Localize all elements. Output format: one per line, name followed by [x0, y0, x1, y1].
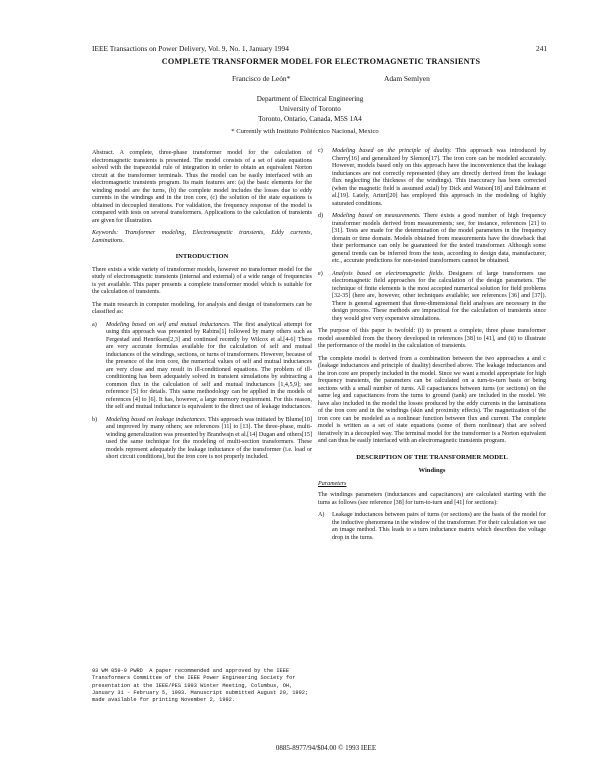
list-body: This approach was introduced by Cherry[16] and generalized by Slemon[17]. The iron core can be modeled accurately. However, models based only on this approach have the inconvenience that the leakage inductances are not correctly represented (they are directly derived from the leakage flux neglecting the thickness of the windings). This inaccuracy has been corrected (when the magnetic field is assumed axial) by Dick and Watson[18] and Edelmann et al.[19]. Lately, Arturi[20] has employed this approach in the modeling of highly saturated conditions.	[332, 148, 546, 207]
list-marker: d)	[318, 213, 324, 219]
author-1: Francisco de León*	[232, 74, 291, 83]
list-item-A	[318, 512, 546, 542]
list-label: Modeling based on self and mutual inductances.	[106, 321, 231, 328]
list-text	[106, 417, 312, 462]
keywords: Keywords: Transformer modeling, Electromagnetic transients, Eddy currents, Laminations.	[92, 230, 312, 244]
author-2: Adam Semlyen	[384, 74, 430, 83]
intro-paragraph-1: There exists a wide variety of transformer models, however no transformer model for the study of electromagnetic transients (internal and external) of a wide range of frequencies is yet available. This paper presents a complete transformer model which is suitable for the calculation of transients.	[92, 266, 312, 295]
page-number: 241	[536, 44, 548, 53]
list-text	[106, 322, 312, 412]
affiliation	[200, 94, 420, 124]
list-body: Designers of large transformers use electromagnetic field approaches for the calculation of the design parameters. The technique of finite elements is the most accepted numerical solution for field problems [32-35] (here are, however, other techniques available; see references [36] and [37]). There is general agreement that three-dimensional field analyses are necessary in the design process. These methods are impractical for the calculation of transients since they would give very expensive simulations.	[332, 270, 546, 322]
windings-heading: Windings	[418, 467, 446, 474]
right-column	[318, 148, 546, 547]
copyright: 0885-8977/94/$04.00 © 1993 IEEE	[275, 744, 377, 752]
list-marker: e)	[318, 270, 323, 277]
list-item-e	[318, 271, 546, 324]
parameters-subheading: Parameters	[318, 480, 347, 487]
windings-paragraph: The windings parameters (inductances and capacitances) are calculated starting with the turns as follows (see reference [38] for turn-to-turn and [41] for sections):	[318, 492, 546, 506]
description-heading: DESCRIPTION OF THE TRANSFORMER MODEL	[356, 453, 508, 461]
list-marker: A)	[318, 512, 325, 518]
list-label: Analysis based on electromagnetic fields.	[332, 270, 444, 277]
list-body: The first analytical attempt for using this approach was presented by Rabins[1] followed by many others such as Fergestad and Henriksen[2,3] and continued recently by Wilcox et al.[4-6] There are very accurate formulas available for the calculation of self and mutual inductances of the windings, sections, or turns of transformers. However, because of the presence of the iron core, the numerical values of self and mutual inductances are very close and may result in ill-conditioned equations. The problem of ill-conditioning has been adequately solved in transient simulations by subtracting a common flux in the calculation of self and mutual inductances [1,4,5,9]; see reference [5] for details. This same methodology can be applied in the models of references [4] to [6]. It has, however, a large memory requirement. For this reason, the self and mutual inductance is equivalent to the direct use of leakage inductances.	[106, 321, 312, 410]
affiliation-line-3: Toronto, Ontario, Canada, M5S 1A4	[258, 115, 362, 123]
model-paragraph: The complete model is derived from a combination between the two approaches a and c (leakage inductances and principle of duality) described above. The leakage inductances and the iron core are properly included in the model. Since we want a model appropriate for high frequency transients, the parameters can be calculated on a turn-to-turn basis or being sections with a small number of turns. All capacitances between turns (or sections) on the same leg and capacitances from the turns to ground (tank) are included in the model. We have also included in the model the losses produced by the eddy currents in the laminations of the iron core and in the windings (skin and proximity effects). The magnetization of the iron core can be modeled as a nonlinear function between flux and current. The complete model is written as a set of state equations (some of them nonlinear) that are solved iteratively in a decoupled way. The terminal model for the transformer is a Norton equivalent and can thus be easily interfaced with an electromagnetic transients program.	[318, 355, 546, 444]
paper-title: COMPLETE TRANSFORMER MODEL FOR ELECTROMAGNETIC TRANSIENTS	[161, 57, 481, 66]
abstract: Abstract. A complete, three-phase transformer model for the calculation of electromagnetic transients is presented. The model consists of a set of state equations solved with the trapezoidal rule of integration in order to obtain an equivalent Norton circuit at the transformer terminals. Thus the model can be easily interfaced with an electromagnetic transients program. Its main features are: (a) the basic elements for the winding model are the turns, (b) the complete model includes the losses due to eddy currents in the windings and in the iron core, (c) the solution of the state equations is obtained in decoupled iterations. For validation, the frequency response of the model is compared with tests on several transformers. Applications to the calculation of transients are given for illustration.	[92, 150, 312, 224]
list-text	[332, 213, 546, 266]
authors	[92, 74, 550, 86]
list-body: Leakage inductances between pairs of turns (or sections) are the basis of the model for the inductive phenomena in the window of the transformer. For their calculation we use an image method. This leads to a turn inductance matrix which describes the voltage drop in the turns.	[332, 512, 546, 541]
list-label: Modeling based on the principle of duality.	[332, 148, 452, 154]
list-item-c	[318, 148, 546, 208]
list-label: Modeling based on leakage inductances.	[106, 416, 207, 423]
intro-paragraph-2: The main research in computer modeling, for analysis and design of transformers can be classified as:	[92, 301, 312, 315]
introduction-heading: INTRODUCTION	[175, 253, 229, 260]
left-column	[92, 150, 312, 467]
affiliation-line-2: University of Toronto	[279, 105, 341, 113]
list-text	[332, 271, 546, 324]
list-marker: b)	[92, 416, 98, 423]
manuscript-note: 93 WM 059-9 PWRD A paper recommended and approved by the IEEE Transformers Committee of the IEEE Power Engineering Society for presentation at the IEEE/PES 1993 Winter Meeting, Columbus, OH, January 31 - February 5, 1993. Manuscript submitted August 20, 1992; made available for printing November 2, 1992.	[92, 668, 312, 704]
journal-header: IEEE Transactions on Power Delivery, Vol. 9, No. 1, January 1994	[92, 44, 289, 53]
list-body: This approach was initiated by Blume[10] and improved by many others; see references [11] to [13]. The three-phase, multi-winding generalization was presented by Brandwajn et al.[14] Dugan and others[15] used the same technique for the modeling of multi-section transformers. These models represent adequately the leakage inductance of the transformer (i.e. load or short circuit conditions), but the iron core is not properly included.	[106, 416, 312, 460]
list-text	[332, 148, 546, 208]
list-item-d	[318, 213, 546, 266]
list-item-a	[92, 322, 312, 412]
affiliation-line-1: Department of Electrical Engineering	[256, 95, 364, 103]
author-footnote: * Currently with Instituto Politécnico Nacional, Mexico	[231, 128, 379, 135]
list-item-b	[92, 417, 312, 462]
purpose-paragraph: The purpose of this paper is twofold: (i) to present a complete, three phase transformer model assembled from the theory developed in references [38] to [41], and (ii) to illustrate the performance of the model in the calculation of transients.	[318, 328, 546, 349]
list-body: There exists a good number of high frequency transformer models derived from measurements; see, for instance, references [21] to [31]. Tests are made for the determination of the model parameters in the frequency domain or time domain. Models obtained from measurements have the drawback that their performance can only be guaranteed for the tested transformer. Although some general trends can be inferred from the tests, according to design data, manufacturer, etc., accurate predictions for non-tested transformers cannot be obtained.	[332, 213, 546, 264]
list-marker: a)	[92, 321, 97, 328]
list-label: Modeling based on measurements.	[332, 213, 421, 219]
list-marker: c)	[318, 148, 323, 154]
